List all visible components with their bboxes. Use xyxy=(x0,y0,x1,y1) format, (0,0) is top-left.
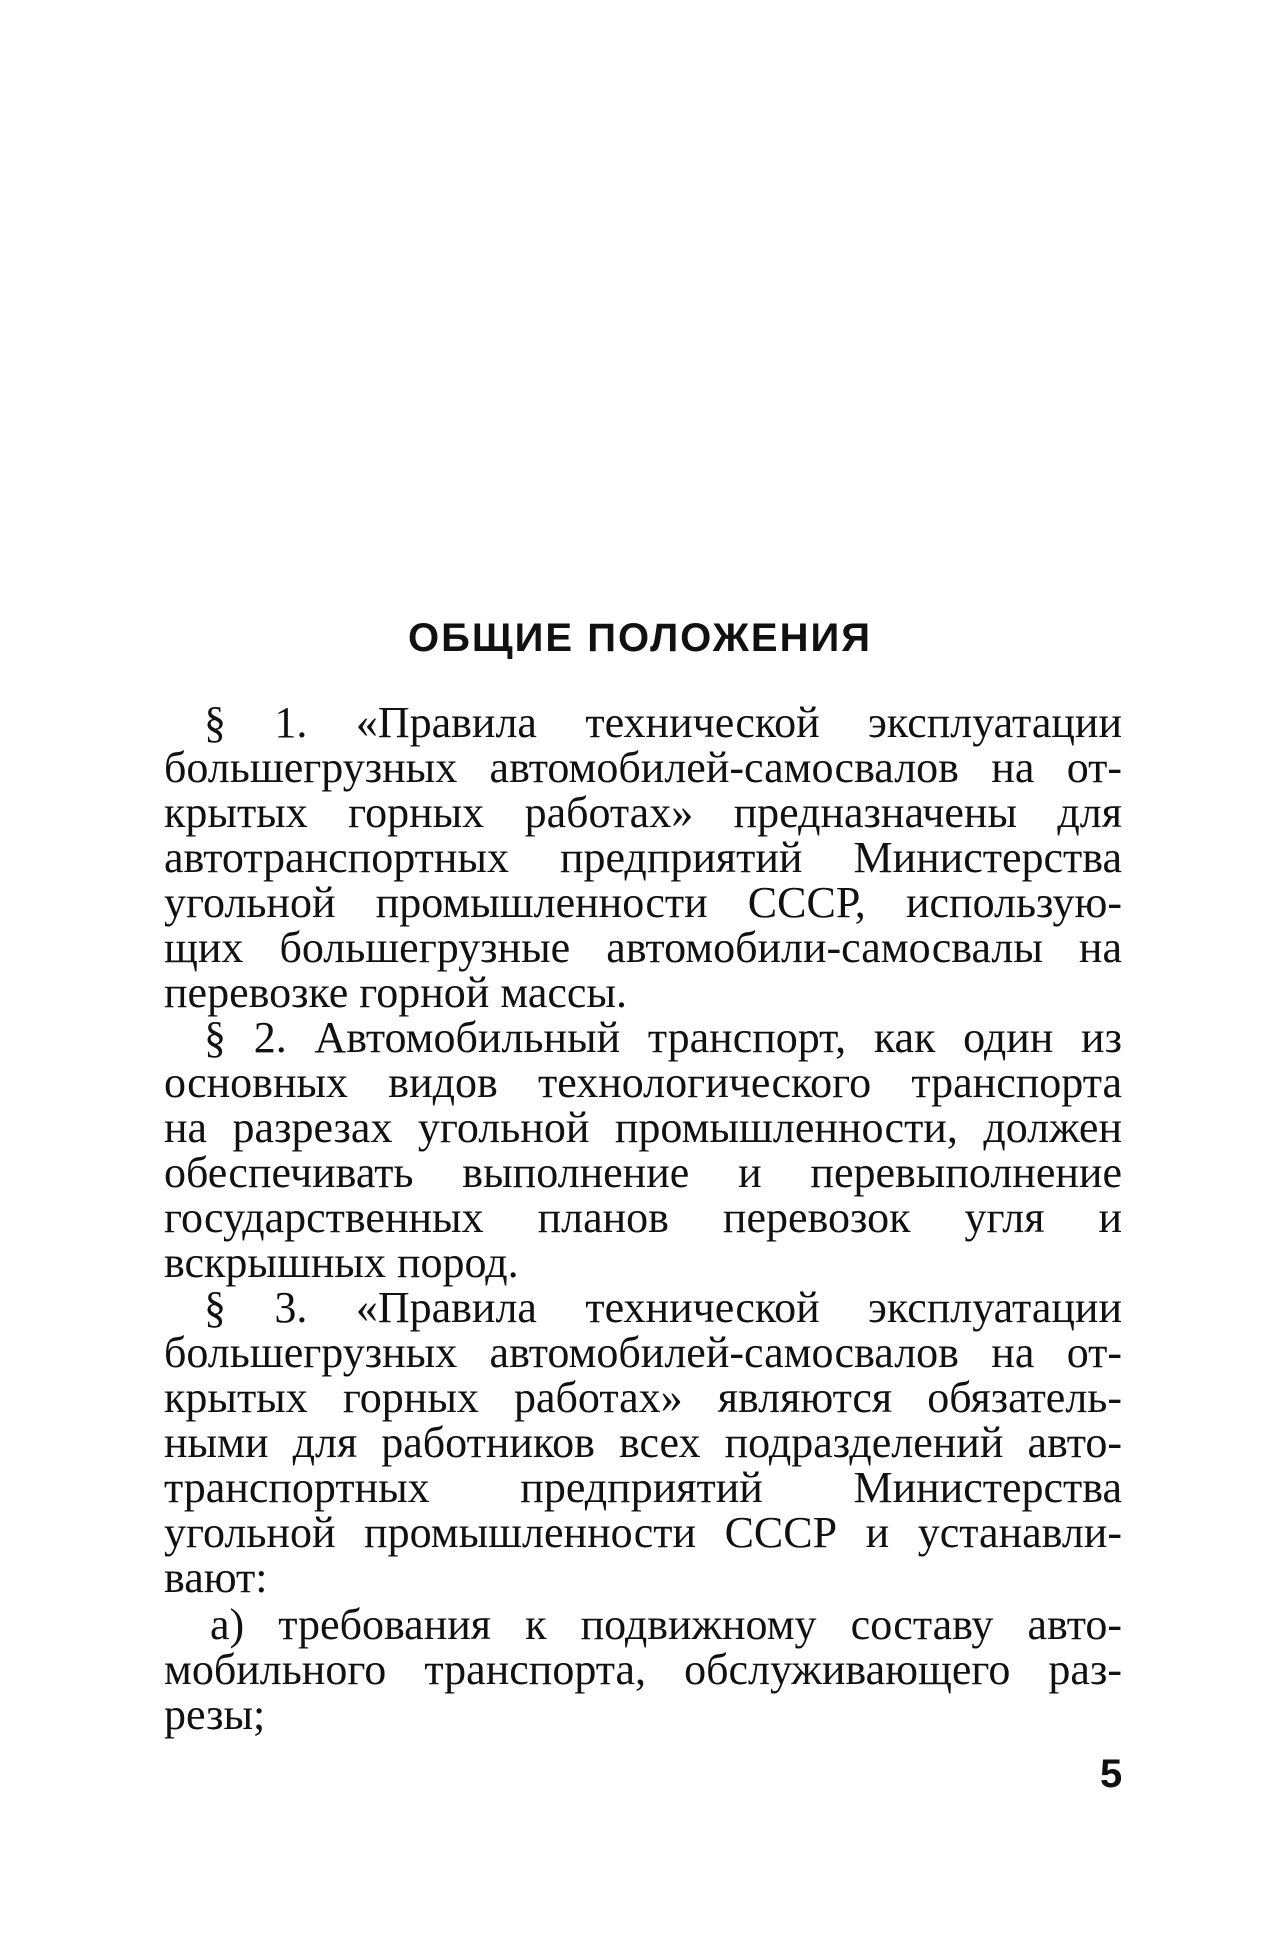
paragraph-line: большегрузных автомобилей-самосвалов на от- xyxy=(164,743,1122,792)
paragraph-line: § 3. «Правила технической эксплуатации xyxy=(204,1283,1122,1332)
paragraph-line: большегрузных автомобилей-самосвалов на от- xyxy=(164,1328,1122,1377)
paragraph-line: перевозке горной массы. xyxy=(164,968,628,1017)
paragraph-1 xyxy=(164,700,1122,1015)
paragraph-line: автотранспортных предприятий Министерства xyxy=(164,833,1122,882)
paragraph-line: § 2. Автомобильный транспорт, как один из xyxy=(204,1013,1122,1062)
paragraph-line: крытых горных работах» являются обязатель- xyxy=(164,1373,1122,1422)
paragraph-line: резы; xyxy=(164,1690,266,1739)
paragraph-line: вскрышных пород. xyxy=(164,1238,519,1287)
paragraph-line: основных видов технологического транспорта xyxy=(164,1058,1122,1107)
paragraph-line: транспортных предприятий Министерства xyxy=(164,1463,1122,1512)
paragraph-line: крытых горных работах» предназначены для xyxy=(164,788,1122,837)
paragraph-line: угольной промышленности СССР, использую- xyxy=(164,878,1122,927)
paragraph-2 xyxy=(164,1015,1122,1285)
paragraph-line: угольной промышленности СССР и устанавли- xyxy=(164,1508,1122,1557)
section-heading: ОБЩИЕ ПОЛОЖЕНИЯ xyxy=(408,616,872,660)
paragraph-line: мобильного транспорта, обслуживающего раз- xyxy=(164,1645,1122,1694)
paragraph-line: вают: xyxy=(164,1553,268,1602)
paragraph-line: обеспечивать выполнение и перевыполнение xyxy=(164,1148,1122,1197)
paragraph-3 xyxy=(164,1285,1122,1600)
paragraph-line: § 1. «Правила технической эксплуатации xyxy=(204,698,1122,747)
paragraph-line: щих большегрузные автомобили-самосвалы на xyxy=(164,923,1122,972)
list-item-a xyxy=(164,1602,1122,1737)
paragraph-line: а) требования к подвижному составу авто- xyxy=(210,1600,1122,1649)
paragraph-line: ными для работников всех подразделений авто- xyxy=(164,1418,1122,1467)
paragraph-line: государственных планов перевозок угля и xyxy=(164,1193,1122,1242)
page-number: 5 xyxy=(1100,1752,1123,1796)
paragraph-line: на разрезах угольной промышленности, должен xyxy=(164,1103,1122,1152)
